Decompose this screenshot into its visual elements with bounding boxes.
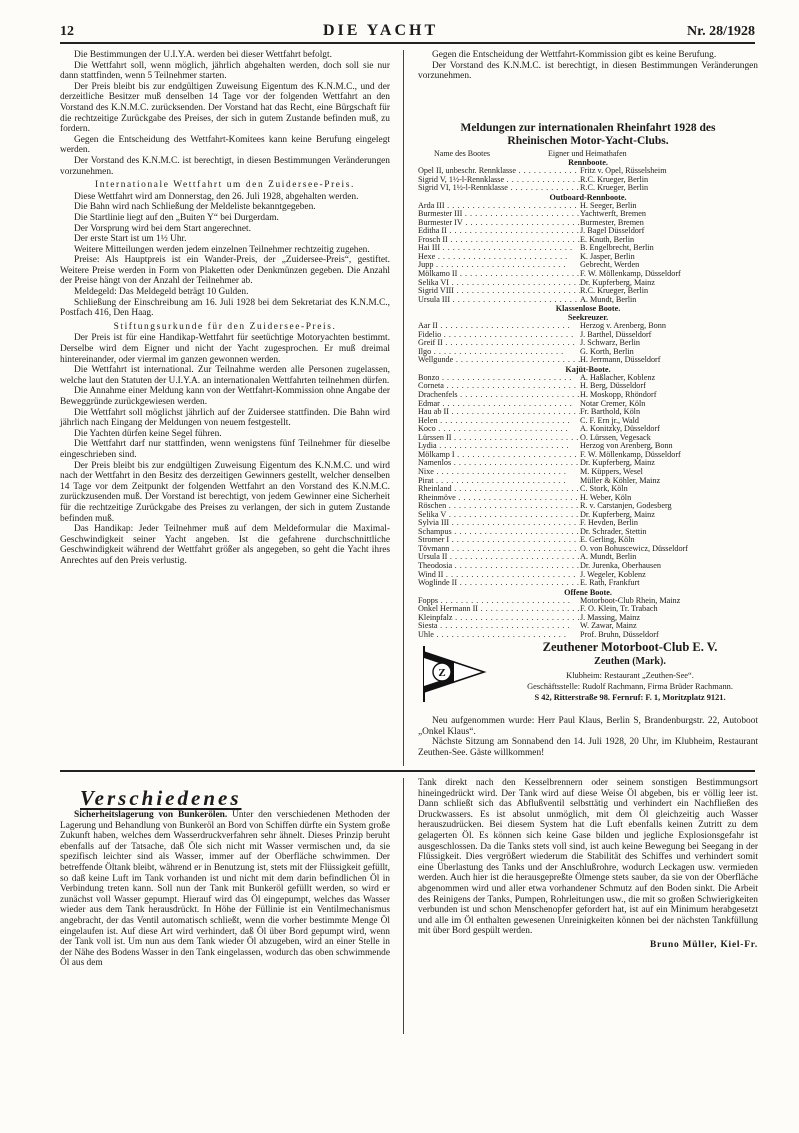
column-divider-bottom bbox=[403, 778, 404, 1034]
issue-number: Nr. 28/1928 bbox=[687, 24, 755, 39]
entries-title-line1: Meldungen zur internationalen Rheinfahrt 1928 des bbox=[460, 122, 716, 134]
entry-row bbox=[418, 553, 758, 562]
entry-row bbox=[418, 219, 758, 228]
owner-name: O. von Bohuscewicz, Düsseldorf bbox=[580, 544, 689, 553]
entry-row bbox=[418, 244, 758, 253]
boat-name: Theodosia . . . bbox=[418, 562, 580, 571]
boat-name: Helen . . . bbox=[418, 417, 580, 426]
verschiedenes-left-column bbox=[60, 810, 390, 969]
entries-column-headers bbox=[418, 149, 758, 158]
entries-subcategory: Seekreuzer. bbox=[567, 313, 609, 323]
boat-name: Nixe . . . bbox=[418, 468, 580, 477]
owner-name: F. W. Möllenkamp, Düsseldorf bbox=[580, 450, 681, 459]
zuidersee-paragraphs bbox=[60, 192, 390, 319]
boat-column-header: Name des Bootes bbox=[434, 149, 490, 158]
entry-row bbox=[418, 253, 758, 262]
entry-row bbox=[418, 622, 758, 631]
entry-row bbox=[418, 374, 758, 383]
boat-name: Lürssen II . . . bbox=[418, 434, 580, 443]
entry-row bbox=[418, 477, 758, 486]
owner-name: J. Bagel Düsseldorf bbox=[580, 227, 645, 236]
boat-name: Sigrid VI, 1½-l-Rennklasse . . . bbox=[418, 184, 580, 193]
paragraph: Der Preis ist für eine Handikap-Wettfahrt für seetüchtige Motoryachten bestimmt. Derselbe wird dem Eigner und nicht der Yacht zugesprochen. Er muß dreimal hintereinander, oder viermal im ganzen gewonnen werden. bbox=[60, 333, 390, 365]
boat-name: Ursula II . . . bbox=[418, 553, 580, 562]
paragraph: Gegen die Entscheidung der Wettfahrt-Kommission gibt es keine Berufung. bbox=[432, 50, 717, 60]
entry-row bbox=[418, 176, 758, 185]
entry-row bbox=[418, 202, 758, 211]
owner-name: A. Konitzky, Düsseldorf bbox=[580, 425, 660, 434]
article-text-left: Unter den verschiedenen Methoden der Lagerung und Behandlung von Bunkeröl an Bord von Schiffen dürfte ein System große Zukunft haben, welches dem Wasserdruckverfahren sehr ähnelt. Dieses Prinzip beruht ebenfalls auf der Tatsache, daß Öle sich nicht mit Wasser vermischen und, da sie spezifisch leichter sind als Wasser, immer auf der Oberfläche schwimmen. Der betreffende Öltank bleibt, während er in Benutzung ist, stets mit der Flüssigkeit gefüllt, so daß keine Luft im Tank vorhanden ist und nicht mit dem darin befindlichen Öl in Verbindung treten kann. Soll nun der Tank mit Bunkeröl gefüllt werden, so wird er zunächst voll Wasser gepumpt. Hierauf wird das Öl eingepumpt, welches das Wasser wieder aus dem Tank herausdrückt. In Höhe der Füllinie ist ein Ventilmechanismus angebracht, der das Ventil automatisch schließt, wenn die vorher bestimmte Menge Öl eingelaufen ist. Auf diese Art wird verhindert, daß Öl über Bord gepumpt wird, wenn der Tank voll ist. Um nun aus dem Tank wieder Öl abzugeben, wird an einer Stelle in der Nähe des Bodens Wasser in den Tank eingelassen, wodurch das oben schwimmende Öl aus dem bbox=[60, 810, 390, 969]
boat-name: Wind II . . . bbox=[418, 571, 580, 580]
boat-name: Hexe . . . bbox=[418, 253, 580, 262]
club-name: Zeuthener Motorboot-Club E. V. bbox=[542, 640, 718, 654]
owner-name: R.C. Krueger, Berlin bbox=[580, 184, 649, 193]
owner-name: A. Mundt, Berlin bbox=[580, 295, 637, 304]
entry-row bbox=[418, 519, 758, 528]
paragraph: Der Preis bleibt bis zur endgültigen Zuweisung Eigentum des K.N.M.C. und wird nach der Wettfahrt in den Besitz des derzeitigen Gewinners gestellt, welcher denselben 14 Tage vor dem Zeitpunkt der folgenden Wettfahrt an den Vorstand des K.N.M.C. zurückzusenden muß. Der Vorstand ist berechtigt, von jedem Gewinner eine Sicherheit für die rechtzeitige Zurückgabe des Preises zu verlangen, der sich in gutem Zustande befinden muß. bbox=[60, 460, 390, 524]
entry-row bbox=[418, 631, 758, 640]
paragraph: Gegen die Entscheidung des Wettfahrt-Komitees kann keine Berufung eingelegt werden. bbox=[60, 134, 390, 156]
regatta-rules-paragraphs bbox=[60, 50, 390, 177]
owner-name: J. Schwarz, Berlin bbox=[580, 339, 641, 348]
article-heading: Sicherheitslagerung von Bunkerölen. bbox=[74, 810, 228, 820]
entry-row bbox=[418, 417, 758, 426]
entry-row bbox=[418, 331, 758, 340]
owner-name: Burmester, Bremen bbox=[580, 218, 644, 227]
commission-paragraphs bbox=[418, 50, 758, 82]
owner-name: Fritz v. Opel, Rüsselsheim bbox=[580, 167, 667, 175]
boat-name: Corneta . . . bbox=[418, 382, 580, 391]
entry-row bbox=[418, 536, 758, 545]
owner-name: R.C. Krueger, Berlin bbox=[580, 175, 649, 184]
entry-row bbox=[418, 227, 758, 236]
boat-name: Siesta . . . bbox=[418, 622, 580, 631]
stiftung-paragraphs bbox=[60, 333, 390, 566]
boat-name: Fidelio . . . bbox=[418, 331, 580, 340]
entry-row bbox=[418, 485, 758, 494]
boat-name: Drachenfels . . . bbox=[418, 391, 580, 400]
entry-row bbox=[418, 425, 758, 434]
owner-name: O. Lürssen, Vegesack bbox=[580, 433, 651, 442]
boat-name: Opel II, unbeschr. Rennklasse . . . bbox=[418, 167, 580, 176]
entry-row bbox=[418, 502, 758, 511]
page-number: 12 bbox=[60, 24, 74, 39]
stiftung-heading: Stiftungsurkunde für den Zuidersee-Preis. bbox=[113, 321, 337, 332]
club-office: Geschäftsstelle: Rudolf Rachmann, Firma Brüder Rachmann. bbox=[527, 682, 733, 691]
entry-row bbox=[418, 261, 758, 270]
entry-row bbox=[418, 400, 758, 409]
paragraph: Weitere Mitteilungen werden jedem einzelnen Teilnehmer rechtzeitig zugehen. bbox=[74, 244, 370, 255]
entry-row bbox=[418, 236, 758, 245]
entry-row bbox=[418, 545, 758, 554]
boat-name: Burmester IV . . . bbox=[418, 219, 580, 228]
boat-name: Ilgo . . . bbox=[418, 348, 580, 357]
paragraph: Die Annahme einer Meldung kann von der Wettfahrt-Kommission ohne Angabe der Beweggründe zurückgewiesen werden. bbox=[60, 386, 390, 407]
paragraph: Meldegeld: Das Meldegeld beträgt 10 Gulden. bbox=[74, 287, 249, 298]
boat-name: Onkel Hermann II . . . bbox=[418, 605, 580, 614]
boat-name: Schampus . . . bbox=[418, 528, 580, 537]
boat-name: Mölkamo II . . . bbox=[418, 270, 580, 279]
entry-row bbox=[418, 339, 758, 348]
entries-body bbox=[418, 158, 758, 639]
boat-name: Woglinde II . . . bbox=[418, 579, 580, 588]
owner-name: J. Barthel, Düsseldorf bbox=[580, 330, 652, 339]
entry-row bbox=[418, 348, 758, 357]
boat-name: Jupp . . . bbox=[418, 261, 580, 270]
boat-name: Greif II . . . bbox=[418, 339, 580, 348]
club-address: S 42, Ritterstraße 98. Fernruf: F. 1, Moritzplatz 9121. bbox=[534, 693, 726, 702]
paragraph: Die Startlinie liegt auf den „Buiten Y“ bei Durgerdam. bbox=[74, 212, 279, 223]
owner-name: W. Zawar, Mainz bbox=[580, 622, 637, 631]
entry-row bbox=[418, 167, 758, 176]
paragraph: Der Vorstand des K.N.M.C. ist berechtigt, in diesen Bestimmungen Veränderungen vorzunehmen. bbox=[418, 60, 758, 82]
paragraph: Die Wettfahrt soll möglichst jährlich auf der Zuidersee stattfinden. Die Bahn wird jährlich nach Eingang der Meldungen von neuem festgestellt. bbox=[60, 407, 390, 429]
entries-title-line2: Rheinischen Motor-Yacht-Clubs. bbox=[507, 135, 669, 147]
entry-row bbox=[418, 296, 758, 305]
owner-name: H. Jerrmann, Düsseldorf bbox=[580, 356, 661, 365]
boat-name: Uhle . . . bbox=[418, 631, 580, 640]
boat-name: Rheinmöve . . . bbox=[418, 494, 580, 503]
boat-name: Edmar . . . bbox=[418, 400, 580, 409]
owner-name: Notar Cremer, Köln bbox=[580, 399, 646, 408]
entry-row bbox=[418, 434, 758, 443]
entry-row bbox=[418, 459, 758, 468]
boat-name: Fopps . . . bbox=[418, 597, 580, 606]
entry-row bbox=[418, 356, 758, 365]
owner-name: Herzog von Arenberg, Bonn bbox=[580, 442, 673, 451]
boat-name: Editha II . . . bbox=[418, 227, 580, 236]
entry-row bbox=[418, 528, 758, 537]
boat-name: Aar II . . . bbox=[418, 322, 580, 331]
magazine-title: DIE YACHT bbox=[322, 22, 439, 39]
owner-name: Herzog v. Arenberg, Bonn bbox=[580, 322, 666, 331]
boat-name: Hau ab II . . . bbox=[418, 408, 580, 417]
entry-row bbox=[418, 451, 758, 460]
owner-name: Yachtwerft, Bremen bbox=[580, 210, 647, 219]
paragraph: Preise: Als Hauptpreis ist ein Wander-Preis, der „Zuidersee-Preis“, gestiftet. Weitere Preise werden in Form von Plaketten oder Denkmünzen gegeben. Die Anzahl der Preise hängt von der Anzahl der Teilnehmer ab. bbox=[60, 255, 390, 287]
paragraph: Der Preis bleibt bis zur endgültigen Zuweisung Eigentum des K.N.M.C., und der derzeitliche Besitzer muß denselben 14 Tage vor der folgenden Wettfahrt an den Vorstand des K.N.M.C. zurücksenden. Der Vorstand hat das Recht, eine Bürgschaft für die rechtzeitige Zurückgabe des Preises, der sich in gutem Zustande befinden muß, zu fordern. bbox=[60, 81, 390, 135]
entry-row bbox=[418, 442, 758, 451]
boat-name: Sigrid V, 1½-l-Rennklasse . . . bbox=[418, 176, 580, 185]
boat-name: Mölkamp I . . . bbox=[418, 451, 580, 460]
paragraph: Die Wettfahrt soll, wenn möglich, jährlich abgehalten werden, doch soll sie nur dann stattfinden, wenn 5 Teilnehmer starten. bbox=[60, 60, 390, 82]
entry-row bbox=[418, 382, 758, 391]
entry-row bbox=[418, 579, 758, 588]
boat-name: Koco . . . bbox=[418, 425, 580, 434]
article-text-right: Tank direkt nach den Kesselbrennern oder seinem sonstigen Bestimmungsort hineingedrückt wird. Der Tank wird auf diese Weise Öl abgeben, bis er völlig leer ist. Dann schließt sich das Abflußventil selbsttätig und verhindert ein Nachfließen des Druckwassers. Es ist absolut unmöglich, mit dem Öl gleichzeitig auch Wasser herauszudrücken. Bei diesem System hat die Luft ebenfalls keinen Zutritt zu dem gelagerten Öl. Es können sich keine Gase bilden und jegliche Explosionsgefahr ist ausgeschlossen. Da die Tanks stets voll sind, ist auch keine Bewegung bei Seegang in der Flüssigkeit. Dies vergrößert wiederum die Stabilität des Schiffes und verhindert somit eine Überlastung des Tanks und der Anschlußrohre, wodurch Leckagen usw. vermieden werden. Auch hier ist die herausgepreßte Ölmenge stets sauber, da sie von der Oberfläche abgenommen wird und aller etwa vorhandener Schmutz auf den Boden sinkt. Die Arbeit des Reinigens der Tanks, Pumpen, Rohrleitungen usw., die mit so großen Schwierigkeiten verbunden ist und schon Menschenopfer gefordert hat, ist auf ein Minimum herabgesetzt und alle im Öl enthalten gewesenen Unreinigkeiten können bei der nächsten Tankfüllung mit über Bord gespült werden. bbox=[418, 778, 758, 937]
entries-list bbox=[418, 122, 758, 639]
owner-name: Dr. Jurenka, Oberhausen bbox=[580, 561, 661, 570]
owner-name: Gebrecht, Werden bbox=[580, 261, 640, 270]
section-divider bbox=[60, 770, 755, 772]
paragraph: Schließung der Einschreibung am 16. Juli 1928 bei dem Sekretariat des K.N.M.C., Postfach 416, Den Haag. bbox=[60, 297, 390, 319]
club-news bbox=[418, 716, 758, 758]
boat-name: Sylvia III . . . bbox=[418, 519, 580, 528]
section-title-verschiedenes: Verschiedenes bbox=[80, 786, 242, 810]
boat-name: Selika VI . . . bbox=[418, 279, 580, 288]
owner-name: Dr. Schrader, Stettin bbox=[580, 527, 647, 536]
entries-category: Offene Boote. bbox=[564, 587, 612, 597]
paragraph: Die Bahn wird nach Schließung der Meldeliste bekanntgegeben. bbox=[74, 202, 316, 213]
boat-name: Wellgunde . . . bbox=[418, 356, 580, 365]
owner-name: E. Knuth, Berlin bbox=[580, 235, 635, 244]
entry-row bbox=[418, 184, 758, 193]
owner-name: K. Jasper, Berlin bbox=[580, 252, 635, 261]
paragraph: Das Handikap: Jeder Teilnehmer muß auf dem Meldeformular die Maximal-Geschwindigkeit seiner Yacht angeben. Ist die gefahrene durchschnittliche Geschwindigkeit während der Wettfahrt größer als angegeben, so geht die Yacht ihres Anrechtes auf den Preis verlustig. bbox=[60, 524, 390, 566]
owner-name: E. Rath, Frankfurt bbox=[580, 579, 640, 588]
club-news-item: Nächste Sitzung am Sonnabend den 14. Juli 1928, 20 Uhr, im Klubheim, Restaurant Zeuthen-See. Gäste willkommen! bbox=[418, 737, 758, 758]
boat-name: Selika V . . . bbox=[418, 511, 580, 520]
entries-category: Outboard-Rennboote. bbox=[549, 192, 627, 202]
paragraph: Der Vorstand des K.N.M.C. ist berechtigt, in diesen Bestimmungen Veränderungen vorzunehmen. bbox=[60, 155, 390, 177]
article-author: Bruno Müller, Kiel-Fr. bbox=[649, 939, 758, 950]
entry-row bbox=[418, 279, 758, 288]
entries-category: Klassenlose Boote. bbox=[555, 304, 621, 314]
pennant-letter: Z bbox=[438, 667, 446, 679]
owner-name: H. Seeger, Berlin bbox=[580, 201, 637, 210]
owner-name: H. Berg, Düsseldorf bbox=[580, 382, 646, 391]
boat-name: Tövmann . . . bbox=[418, 545, 580, 554]
owner-name: R.C. Krueger, Berlin bbox=[580, 287, 649, 296]
club-news-item: Neu aufgenommen wurde: Herr Paul Klaus, Berlin S, Brandenburgstr. 22, Autoboot „Onkel Klaus“. bbox=[418, 716, 758, 737]
entry-row bbox=[418, 468, 758, 477]
entry-row bbox=[418, 408, 758, 417]
boat-name: Bonzo . . . bbox=[418, 374, 580, 383]
owner-name: E. Gerling, Köln bbox=[580, 536, 635, 545]
owner-name: H. Weber, Köln bbox=[580, 493, 632, 502]
zuidersee-heading: Internationale Wettfahrt um den Zuidersee-Preis. bbox=[95, 180, 355, 191]
owner-name: F. O. Klein, Tr. Trabach bbox=[580, 605, 658, 614]
boat-name: Pirat . . . bbox=[418, 477, 580, 486]
boat-name: Burmester III . . . bbox=[418, 210, 580, 219]
owner-column-header: Eigner und Heimathafen bbox=[548, 149, 627, 158]
boat-name: Lydia . . . bbox=[418, 442, 580, 451]
owner-name: Dr. Kupferberg, Mainz bbox=[580, 510, 655, 519]
entry-row bbox=[418, 210, 758, 219]
right-column-top bbox=[418, 50, 758, 82]
paragraph: Diese Wettfahrt wird am Donnerstag, den 26. Juli 1928, abgehalten werden. bbox=[74, 191, 359, 202]
page-header bbox=[60, 22, 755, 44]
owner-name: J. Wegeler, Koblenz bbox=[580, 570, 646, 579]
boat-name: Hai III . . . bbox=[418, 244, 580, 253]
boat-name: Namenlos . . . bbox=[418, 459, 580, 468]
entry-row bbox=[418, 605, 758, 614]
paragraph: Die Yachten dürfen keine Segel führen. bbox=[74, 428, 222, 439]
paragraph: Die Wettfahrt ist international. Zur Teilnahme werden alle Personen zugelassen, welche laut den Statuten der U.I.Y.A. an internationalen Wettfahrten teilnehmen dürfen. bbox=[60, 365, 390, 386]
entry-row bbox=[418, 270, 758, 279]
owner-name: M. Küppers, Wesel bbox=[580, 467, 643, 476]
club-clubheim: Klubheim: Restaurant „Zeuthen-See“. bbox=[566, 671, 694, 680]
boat-name: Kleinpfalz . . . bbox=[418, 614, 580, 623]
entry-row bbox=[418, 597, 758, 606]
entry-row bbox=[418, 614, 758, 623]
club-place: Zeuthen (Mark). bbox=[594, 656, 666, 667]
owner-name: Dr. Kupferberg, Mainz bbox=[580, 278, 655, 287]
club-announcement bbox=[418, 640, 758, 710]
owner-name: Prof. Bruhn, Düsseldorf bbox=[580, 630, 659, 639]
owner-name: A. Haßlacher, Koblenz bbox=[580, 373, 656, 382]
owner-name: H. Moskopp, Rhöndorf bbox=[580, 391, 657, 400]
boat-name: Frosch II . . . bbox=[418, 236, 580, 245]
boat-name: Arda III . . . bbox=[418, 202, 580, 211]
boat-name: Röschen . . . bbox=[418, 502, 580, 511]
entries-category: Rennboote. bbox=[568, 158, 608, 167]
paragraph: Die Wettfahrt darf nur stattfinden, wenn wenigstens fünf Teilnehmer für dieselbe eingeschrieben sind. bbox=[60, 439, 390, 460]
left-column bbox=[60, 50, 390, 567]
boat-name: Ursula III . . . bbox=[418, 296, 580, 305]
entry-row bbox=[418, 571, 758, 580]
boat-name: Stromer I . . . bbox=[418, 536, 580, 545]
owner-name: B. Engelbrecht, Berlin bbox=[580, 244, 654, 253]
owner-name: G. Korth, Berlin bbox=[580, 347, 634, 356]
owner-name: A. Mundt, Berlin bbox=[580, 553, 637, 562]
paragraph: Die Bestimmungen der U.I.Y.A. werden bei dieser Wettfahrt befolgt. bbox=[74, 50, 332, 60]
column-divider bbox=[403, 50, 404, 766]
owner-name: Motorboot-Club Rhein, Mainz bbox=[580, 596, 681, 605]
owner-name: F. W. Möllenkamp, Düsseldorf bbox=[580, 270, 681, 279]
entry-row bbox=[418, 511, 758, 520]
paragraph: Der Vorsprung wird bei dem Start angerechnet. bbox=[74, 223, 251, 234]
club-pennant-icon bbox=[418, 644, 488, 704]
owner-name: Fr. Barthold, Köln bbox=[580, 408, 641, 417]
entry-row bbox=[418, 494, 758, 503]
owner-name: C. Stork, Köln bbox=[580, 485, 628, 494]
owner-name: Müller & Köhler, Mainz bbox=[580, 476, 661, 485]
owner-name: J. Massing, Mainz bbox=[580, 613, 641, 622]
owner-name: C. F. Ern jr., Wald bbox=[580, 416, 640, 425]
owner-name: Dr. Kupferberg, Mainz bbox=[580, 459, 655, 468]
entry-row bbox=[418, 562, 758, 571]
paragraph: Der erste Start ist um 1½ Uhr. bbox=[74, 234, 187, 245]
verschiedenes-right-column bbox=[418, 778, 758, 951]
entry-row bbox=[418, 391, 758, 400]
boat-name: Rheinland . . . bbox=[418, 485, 580, 494]
owner-name: F. Hevden, Berlin bbox=[580, 519, 639, 528]
entry-row bbox=[418, 287, 758, 296]
owner-name: R. v. Carstanjen, Godesberg bbox=[580, 502, 672, 511]
entry-row bbox=[418, 322, 758, 331]
entries-category: Kajüt-Boote. bbox=[565, 364, 611, 374]
boat-name: Sigrid VIII . . . bbox=[418, 287, 580, 296]
